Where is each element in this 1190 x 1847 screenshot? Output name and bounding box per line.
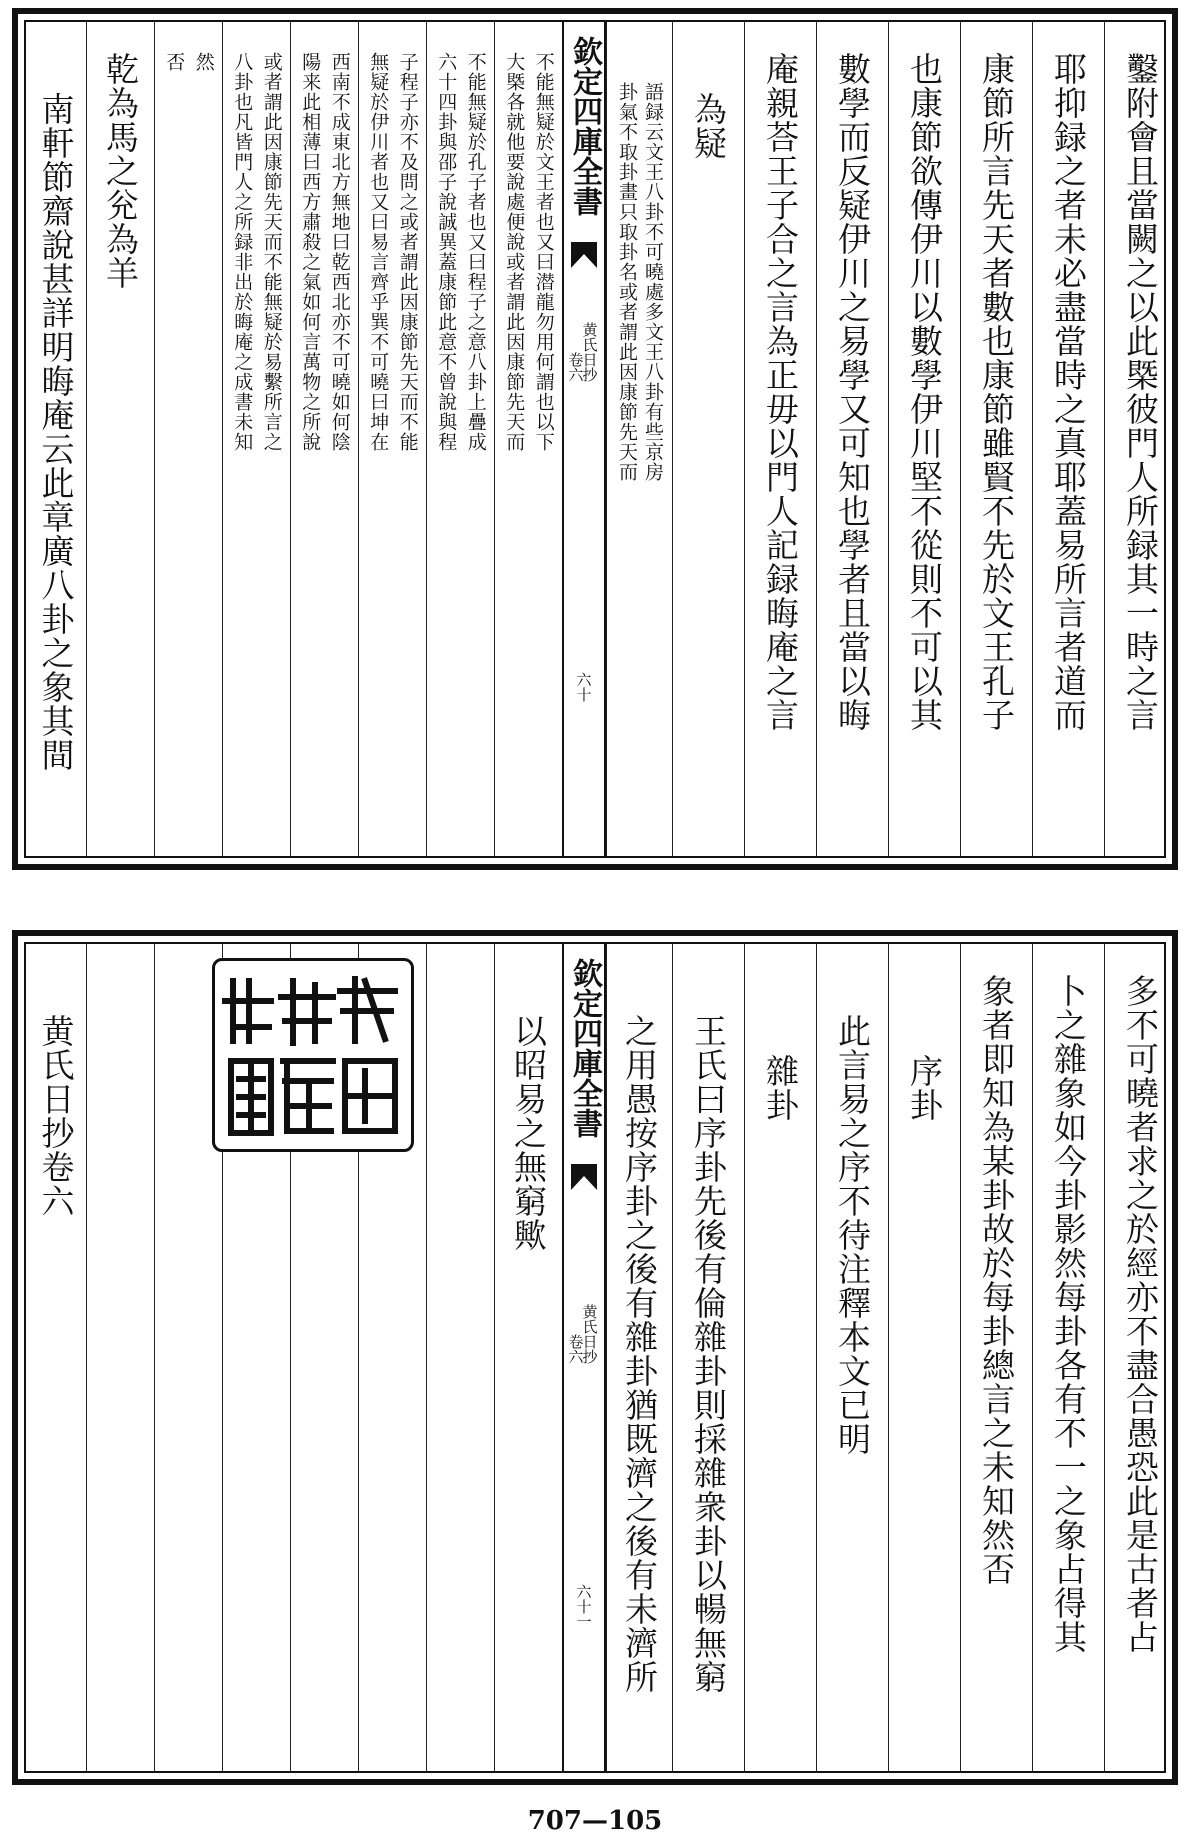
top-page	[12, 8, 1178, 870]
book-title: 欽定四庫全書	[567, 36, 602, 216]
text-column	[888, 944, 960, 1771]
annotation-column	[358, 22, 426, 856]
book-title: 欽定四庫全書	[567, 958, 602, 1138]
annotation-column	[290, 22, 358, 856]
text-column	[1032, 944, 1104, 1771]
column-text: 康節所言先天者數也康節雖賢不先於文王孔子	[977, 52, 1016, 732]
annotation-text: 陽来此相薄曰西方肅殺之氣如何言萬物之所說	[299, 52, 322, 452]
annotation-column	[606, 22, 672, 856]
book-subtitle: 黄氏日抄	[580, 1304, 599, 1364]
bottom-page	[12, 930, 1178, 1785]
text-column	[86, 22, 154, 856]
volume-label: 卷六	[566, 1334, 585, 1364]
seal-glyphs-icon	[215, 961, 411, 1149]
annotation-text: 卦氣不取卦畫只取卦名或者謂此因康節先天而	[616, 82, 638, 482]
book-header-column	[562, 22, 606, 856]
annotation-text: 八卦也凡皆門人之所録非出於晦庵之成書未知	[231, 52, 254, 452]
text-column	[744, 944, 816, 1771]
annotation-column	[426, 22, 494, 856]
annotation-text: 大槩各就他要說處便說或者謂此因康節先天而	[503, 52, 526, 452]
column-text: 也康節欲傳伊川以數學伊川堅不從則不可以其	[905, 52, 944, 732]
column-text: 庵親荅王子合之言為正毋以門人記録晦庵之言	[761, 52, 800, 732]
annotation-column	[154, 22, 222, 856]
column-text: 此言易之序不待注釋本文已明	[833, 1014, 872, 1456]
text-column	[494, 944, 562, 1771]
column-text: 之用愚按序卦之後有雜卦猶既濟之後有未濟所	[620, 1014, 659, 1694]
annotation-text: 不能無疑於孔子者也又曰程子之意八卦上疊成	[464, 52, 487, 452]
top-page-frame	[24, 20, 1166, 858]
annotation-text: 子程子亦不及問之或者謂此因康節先天而不能	[396, 52, 419, 452]
book-header-column	[562, 944, 606, 1771]
annotation-text: 然	[192, 52, 215, 72]
column-text: 象者即知為某卦故於每卦總言之未知然否	[977, 974, 1016, 1586]
text-column	[960, 944, 1032, 1771]
text-column	[26, 944, 86, 1771]
bottom-page-frame	[24, 942, 1166, 1773]
text-column	[888, 22, 960, 856]
imperial-seal	[212, 958, 414, 1152]
column-text: 數學而反疑伊川之易學又可知也學者且當以晦	[833, 52, 872, 732]
volume-label: 卷六	[566, 352, 585, 382]
column-text: 黄氏日抄卷六	[36, 1014, 76, 1218]
text-column	[672, 944, 744, 1771]
text-column	[816, 944, 888, 1771]
annotation-text: 西南不成東北方無地曰乾西北亦不可曉如何陰	[328, 52, 351, 452]
empty-column	[86, 944, 154, 1771]
text-column	[816, 22, 888, 856]
annotation-text: 否	[163, 52, 186, 72]
fish-tail-icon	[569, 1162, 599, 1192]
page-number: 六十一	[574, 1584, 593, 1629]
text-column	[606, 944, 672, 1771]
column-text: 卜之雜象如今卦影然每卦各有不一之象占得其	[1049, 974, 1088, 1654]
text-column	[672, 22, 744, 856]
column-text: 王氏曰序卦先後有倫雜卦則採雜衆卦以暢無窮	[689, 1014, 728, 1694]
text-column	[1032, 22, 1104, 856]
annotation-column	[222, 22, 290, 856]
book-subtitle: 黄氏日抄	[580, 322, 599, 382]
annotation-text: 無疑於伊川者也又曰易言齊乎巽不可曉曰坤在	[367, 52, 390, 452]
empty-column	[426, 944, 494, 1771]
text-column	[26, 22, 86, 856]
annotation-column	[494, 22, 562, 856]
fish-tail-icon	[569, 240, 599, 270]
column-text: 南軒節齋說甚詳明晦庵云此章廣八卦之象其間	[36, 92, 76, 772]
column-text: 以昭易之無窮歟	[509, 1014, 548, 1252]
text-column	[1104, 22, 1176, 856]
column-text: 雜卦	[761, 1054, 800, 1122]
page-number: 六十	[574, 672, 593, 702]
column-text: 鑿附會且當闕之以此槩彼門人所録其一時之言	[1121, 52, 1160, 732]
page-footer-number: 707—105	[527, 1806, 663, 1836]
column-text: 耶抑録之者未必盡當時之真耶蓋易所言者道而	[1049, 52, 1088, 732]
text-column	[1104, 944, 1176, 1771]
column-text: 多不可曉者求之於經亦不盡合愚恐此是古者占	[1121, 974, 1160, 1654]
annotation-text: 不能無疑於文王者也又曰潜龍勿用何謂也以下	[532, 52, 555, 452]
column-text: 為疑	[689, 92, 728, 160]
text-column	[744, 22, 816, 856]
annotation-text: 或者謂此因康節先天而不能無疑於易繫所言之	[260, 52, 283, 452]
annotation-text: 六十四卦與邵子說誠異蓋康節此意不曾說與程	[435, 52, 458, 452]
column-text: 乾為馬之兊為羊	[101, 52, 140, 290]
annotation-text: 語録云文王八卦不可曉處多文王八卦有些京房	[642, 82, 664, 482]
column-text: 序卦	[905, 1054, 944, 1122]
text-column	[960, 22, 1032, 856]
